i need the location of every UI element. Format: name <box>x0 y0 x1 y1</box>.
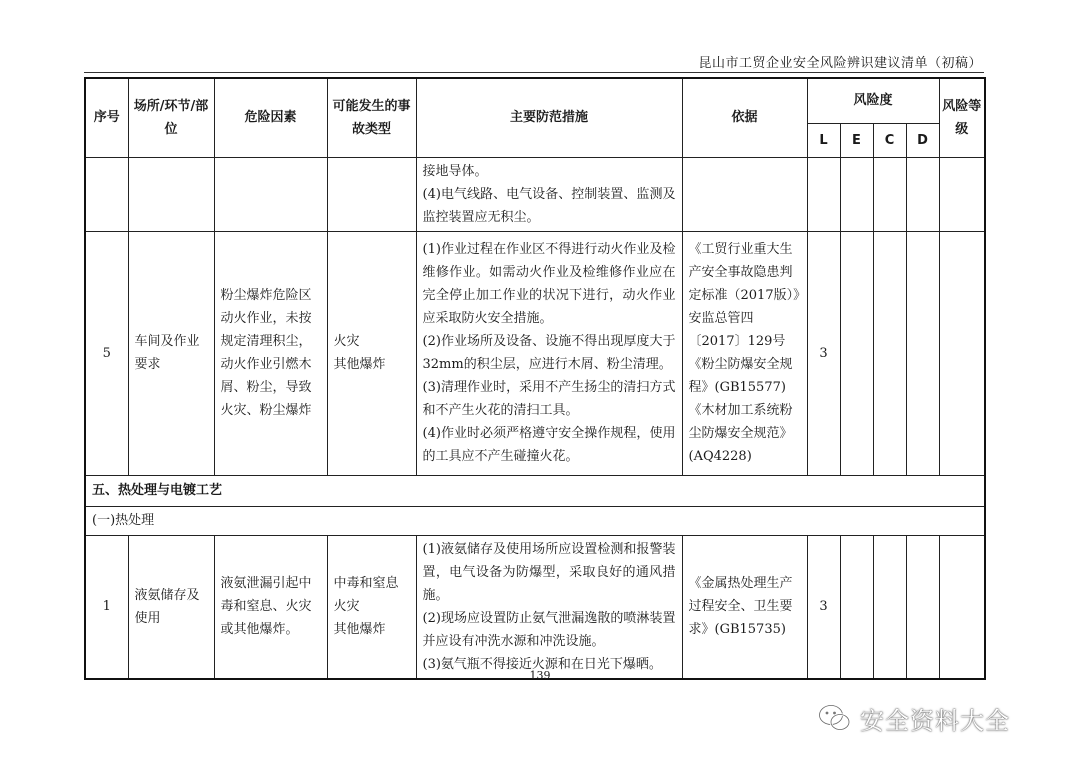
risk-L: 3 <box>807 231 840 475</box>
header-measures: 主要防范措施 <box>416 78 682 157</box>
accident-item: 火灾 <box>333 599 360 614</box>
header-L: L <box>807 123 840 157</box>
header-basis: 依据 <box>682 78 807 157</box>
measure-item: (3)氨气瓶不得接近火源和在日光下爆晒。 <box>422 656 662 672</box>
risk-L: 3 <box>807 535 840 679</box>
row-index: 5 <box>85 231 128 475</box>
subsection-title: (一)热处理 <box>85 506 985 535</box>
risk-level <box>939 231 985 475</box>
basis-item: 《粉尘防爆安全规程》(GB15577) <box>688 357 793 395</box>
risk-C <box>873 231 906 475</box>
header-index: 序号 <box>85 78 128 157</box>
section-row <box>85 475 985 506</box>
header-location: 场所/环节/部位 <box>128 78 214 157</box>
basis-item: 《工贸行业重大生产安全事故隐患判定标准（2017版）》安监总管四〔2017〕129号 <box>688 242 800 349</box>
risk-D <box>906 231 939 475</box>
table-row-continuation <box>85 157 985 231</box>
table-row-5 <box>85 231 985 475</box>
row-accident <box>327 535 416 679</box>
watermark-text: 安全资料大全 <box>860 706 1010 735</box>
measure-item: (1)作业过程在作业区不得进行动火作业及检维修作业。如需动火作业及检维修作业应在完全停止加工作业的状况下进行，动火作业应采取防火安全措施。 <box>422 242 676 326</box>
accident-item: 其他爆炸 <box>333 622 386 637</box>
risk-C <box>873 535 906 679</box>
header-risk-degree: 风险度 <box>807 78 939 123</box>
measure-item: (2)现场应设置防止氨气泄漏逸散的喷淋装置并应设有冲洗水源和冲洗设施。 <box>422 610 676 649</box>
accident-item: 火灾 <box>333 334 360 349</box>
accident-item: 其他爆炸 <box>333 357 386 372</box>
basis-item: 《木材加工系统粉尘防爆安全规范》(AQ4228) <box>688 403 793 464</box>
row-hazard: 粉尘爆炸危险区动火作业，未按规定清理积尘，动火作业引燃木屑、粉尘，导致火灾、粉尘爆炸 <box>214 231 327 475</box>
measures-cell <box>416 157 682 231</box>
page-number: 139 <box>529 669 551 682</box>
risk-D <box>906 535 939 679</box>
header-rule <box>84 72 984 73</box>
section-title: 五、热处理与电镀工艺 <box>85 475 985 506</box>
risk-level <box>939 535 985 679</box>
measures-cell <box>416 231 682 475</box>
measure-item: (1)液氨储存及使用场所应设置检测和报警装置，电气设备为防爆型，采取良好的通风措施。 <box>422 541 676 603</box>
measure-item: (4)电气线路、电气设备、控制装置、监测及监控装置应无积尘。 <box>422 186 676 225</box>
header-row-1 <box>85 78 985 123</box>
header-D: D <box>906 123 939 157</box>
subsection-row <box>85 506 985 535</box>
watermark <box>818 700 1010 736</box>
measure-item: (3)清理作业时，采用不产生扬尘的清扫方式和不产生火花的清扫工具。 <box>422 380 676 418</box>
row-location: 液氨储存及使用 <box>128 535 214 679</box>
measure-item: 接地导体。 <box>422 163 488 179</box>
header-C: C <box>873 123 906 157</box>
header-risk-level: 风险等级 <box>939 78 985 157</box>
wechat-icon <box>818 703 852 733</box>
row-hazard: 液氨泄漏引起中毒和窒息、火灾或其他爆炸。 <box>214 535 327 679</box>
accident-item: 中毒和窒息 <box>333 576 399 591</box>
table-row-1 <box>85 535 985 679</box>
basis-cell <box>682 535 807 679</box>
risk-E <box>840 535 873 679</box>
document-header: 昆山市工贸企业安全风险辨识建议清单（初稿） <box>698 56 982 71</box>
header-accident: 可能发生的事故类型 <box>327 78 416 157</box>
row-accident <box>327 231 416 475</box>
basis-item: 《金属热处理生产过程安全、卫生要求》(GB15735) <box>688 576 793 637</box>
risk-table <box>84 77 986 680</box>
header-hazard: 危险因素 <box>214 78 327 157</box>
basis-cell <box>682 231 807 475</box>
header-E: E <box>840 123 873 157</box>
measure-item: (2)作业场所及设备、设施不得出现厚度大于32mm的积尘层，应进行木屑、粉尘清理。 <box>422 334 676 372</box>
risk-E <box>840 231 873 475</box>
row-index: 1 <box>85 535 128 679</box>
measure-item: (4)作业时必须严格遵守安全操作规程，使用的工具应不产生碰撞火花。 <box>422 426 676 464</box>
measures-cell <box>416 535 682 679</box>
row-location: 车间及作业要求 <box>128 231 214 475</box>
